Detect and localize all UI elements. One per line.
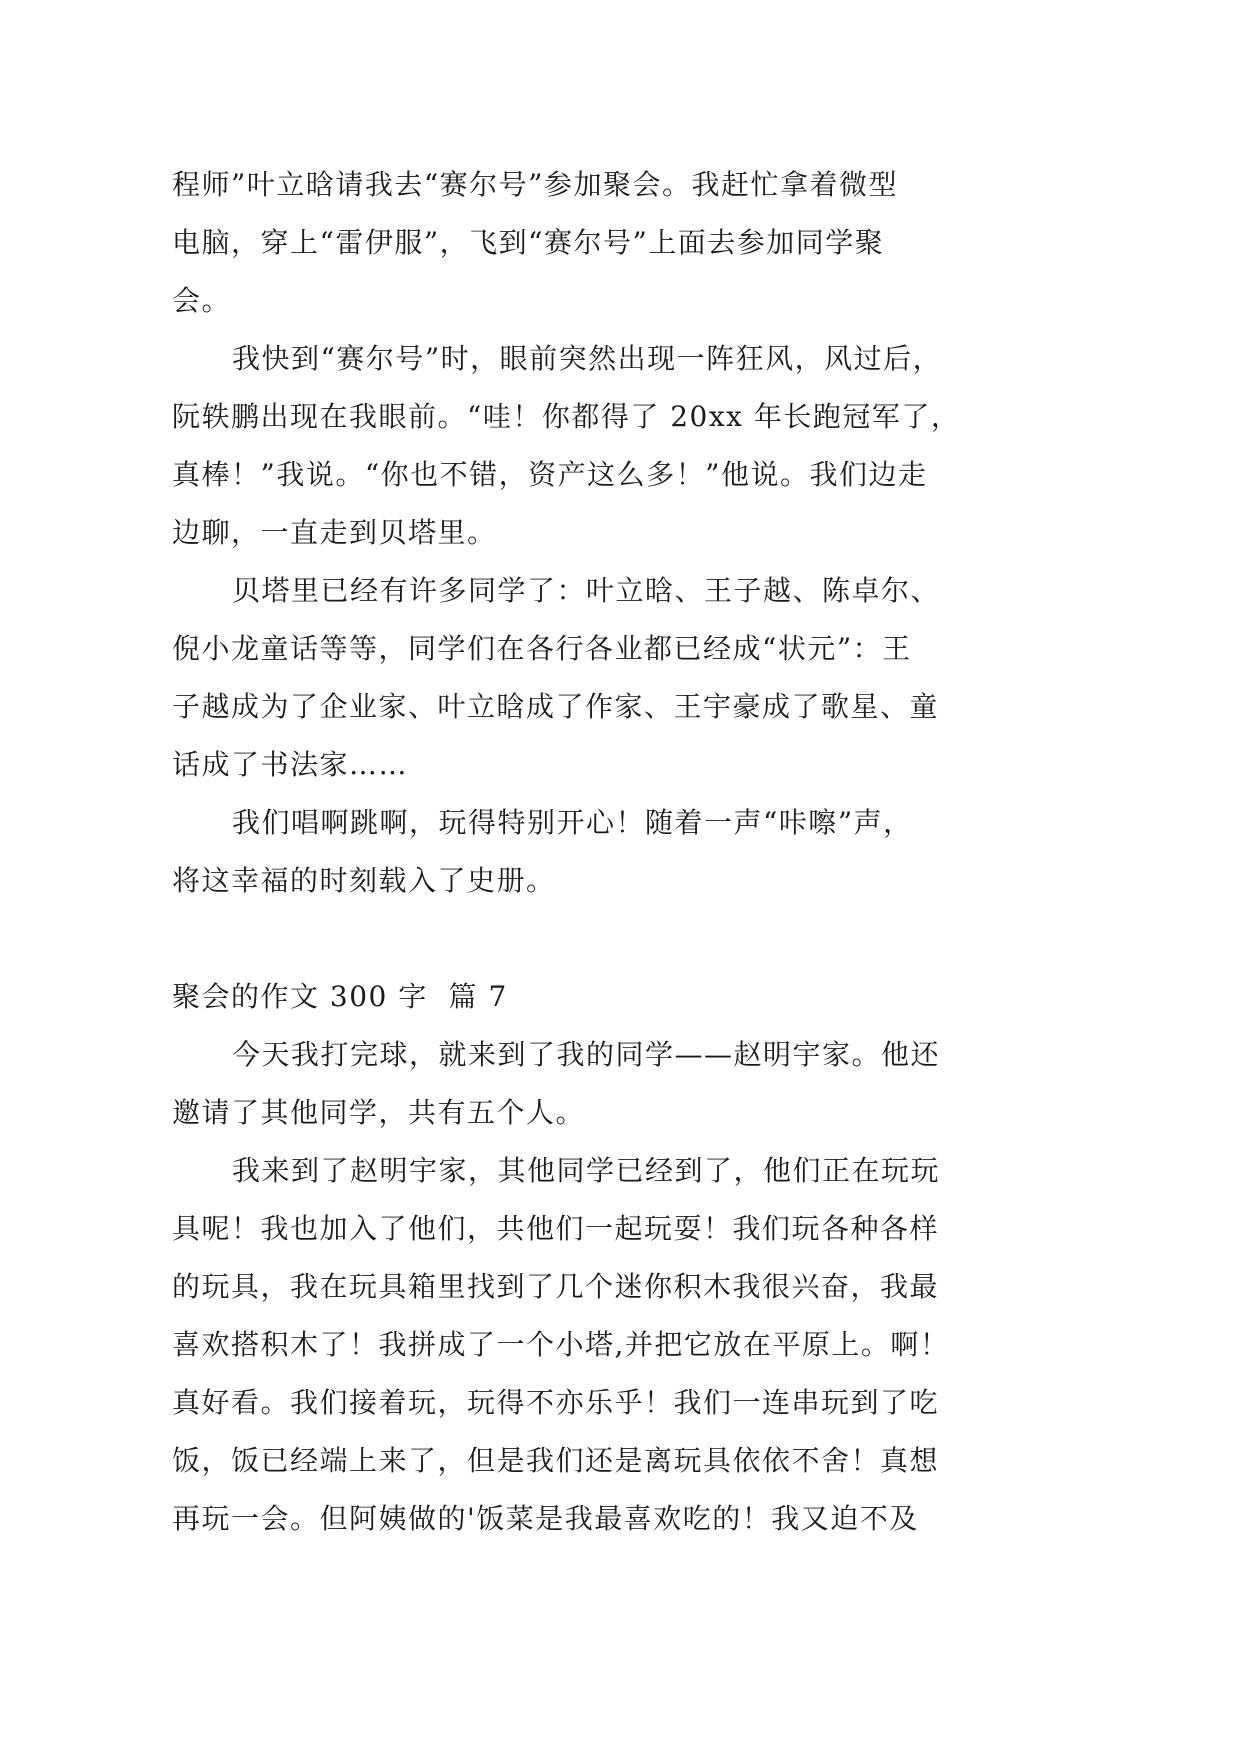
paragraph <box>172 1142 972 1548</box>
body-line: 阮轶鹏出现在我眼前。“哇！你都得了 20xx 年长跑冠军了， <box>172 400 961 433</box>
section-gap <box>172 910 972 968</box>
body-line: 程师”叶立晗请我去“赛尔号”参加聚会。我赶忙拿着微型 <box>172 168 898 201</box>
body-line: 我快到“赛尔号”时，眼前突然出现一阵狂风，风过后， <box>232 342 943 375</box>
body-line: 话成了书法家…… <box>172 748 409 781</box>
body-line: 再玩一会。但阿姨做的'饭菜是我最喜欢吃的！我又迫不及 <box>172 1502 919 1535</box>
body-line: 电脑，穿上“雷伊服”，飞到“赛尔号”上面去参加同学聚 <box>172 226 885 259</box>
paragraph <box>172 156 972 330</box>
body-line: 饭，饭已经端上来了，但是我们还是离玩具依依不舍！真想 <box>172 1444 940 1477</box>
paragraph <box>172 1026 972 1142</box>
body-line: 的玩具，我在玩具箱里找到了几个迷你积木我很兴奋，我最 <box>172 1270 940 1303</box>
body-line: 我们唱啊跳啊，玩得特别开心！随着一声“咔嚓”声， <box>232 806 913 839</box>
paragraph <box>172 794 972 910</box>
body-line: 真棒！”我说。“你也不错，资产这么多！”他说。我们边走 <box>172 458 928 491</box>
body-line: 会。 <box>172 284 232 317</box>
body-line: 我来到了赵明宇家，其他同学已经到了，他们正在玩玩 <box>232 1154 941 1187</box>
paragraph <box>172 562 972 794</box>
body-line: 喜欢搭积木了！我拼成了一个小塔,并把它放在平原上。啊！ <box>172 1328 950 1361</box>
section-heading: 聚会的作文 300 字 篇 7 <box>172 980 508 1013</box>
body-line: 边聊，一直走到贝塔里。 <box>172 516 497 549</box>
body-line: 真好看。我们接着玩，玩得不亦乐乎！我们一连串玩到了吃 <box>172 1386 940 1419</box>
body-line: 子越成为了企业家、叶立晗成了作家、王宇豪成了歌星、童 <box>172 690 940 723</box>
body-line: 具呢！我也加入了他们，共他们一起玩耍！我们玩各种各样 <box>172 1212 940 1245</box>
body-line: 将这幸福的时刻载入了史册。 <box>172 864 556 897</box>
paragraph <box>172 330 972 562</box>
body-line: 邀请了其他同学，共有五个人。 <box>172 1096 586 1129</box>
body-line: 今天我打完球，就来到了我的同学——赵明宇家。他还 <box>232 1038 941 1071</box>
body-line: 贝塔里已经有许多同学了：叶立晗、王子越、陈卓尔、 <box>232 574 941 607</box>
document-body <box>172 156 972 1548</box>
body-line: 倪小龙童话等等，同学们在各行各业都已经成“状元”：王 <box>172 632 912 665</box>
